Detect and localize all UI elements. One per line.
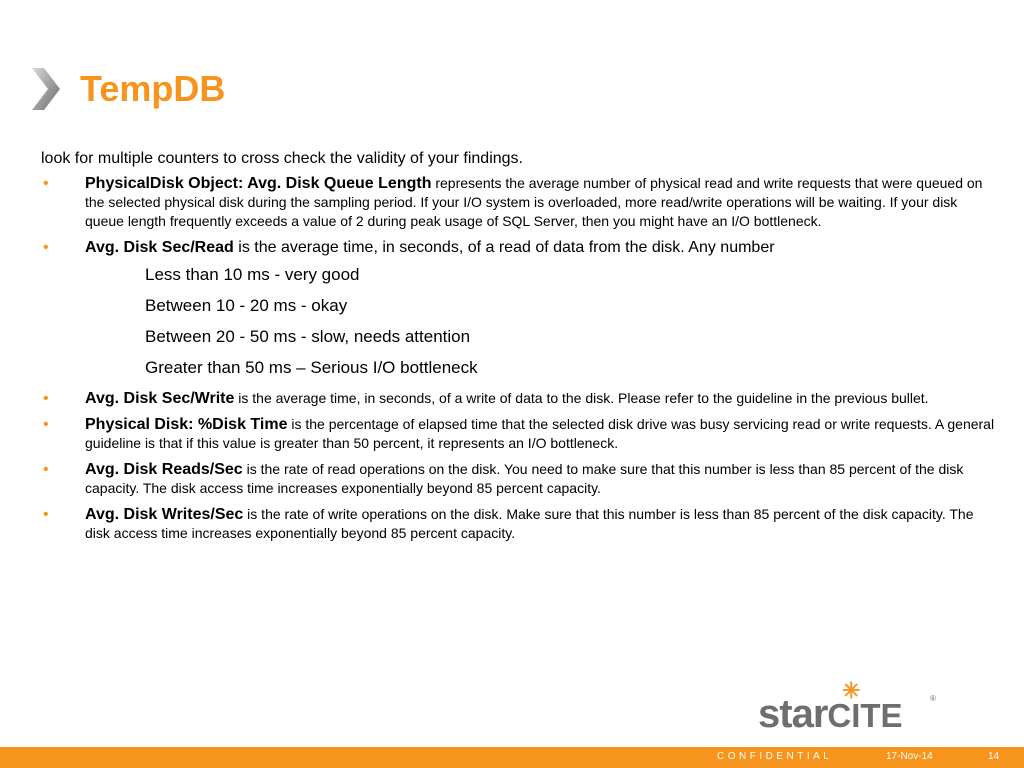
- threshold-item: Less than 10 ms - very good: [145, 265, 360, 284]
- bullet-dot-icon: •: [43, 390, 49, 407]
- bullet-dot-icon: •: [43, 416, 49, 433]
- bullet-text: is the rate of write operations on the disk. Make sure that this number is less than 85 percent of the disk capacity. The disk access time increases exponentially beyond 85 percent capacity.: [85, 506, 974, 541]
- bullet-label: PhysicalDisk Object: Avg. Disk Queue Length: [85, 175, 432, 192]
- bullet-text: is the average time, in seconds, of a write of data to the disk. Please refer to the guideline in the previous bullet.: [234, 390, 929, 406]
- bullet-disk-time: [41, 415, 996, 453]
- threshold-item: Between 10 - 20 ms - okay: [145, 296, 348, 315]
- threshold-item: Greater than 50 ms – Serious I/O bottleneck: [145, 358, 478, 377]
- bullet-label: Avg. Disk Sec/Read: [85, 239, 234, 256]
- bullet-text: represents the average number of physical read and write requests that were queued on the selected physical disk during the sampling period. If your I/O system is overloaded, more read/write operations will be waiting. If your disk queue length frequently exceeds a value of 2 during peak usage of SQL Server, then you might have an I/O bottleneck.: [85, 175, 983, 229]
- read-threshold-list: [41, 259, 996, 383]
- intro-text: look for multiple counters to cross check the validity of your findings.: [41, 150, 523, 167]
- bullet-queue-length: [41, 174, 996, 231]
- bullet-reads-sec: [41, 460, 996, 498]
- bullet-label: Avg. Disk Sec/Write: [85, 390, 235, 407]
- bullet-sec-write: [41, 389, 996, 408]
- slide-title: TempDB: [80, 68, 226, 109]
- bullet-sec-read: [41, 238, 996, 257]
- registered-mark: ®: [930, 694, 936, 703]
- threshold-item: Between 20 - 50 ms - slow, needs attention: [145, 327, 471, 346]
- chevron-right-icon: [30, 66, 62, 112]
- page-number: 14: [988, 751, 1000, 762]
- bullet-text: is the average time, in seconds, of a read of data from the disk. Any number: [233, 239, 775, 256]
- bullet-label: Avg. Disk Writes/Sec: [85, 506, 244, 523]
- bullet-dot-icon: •: [43, 239, 49, 256]
- bullet-label: Physical Disk: %Disk Time: [85, 416, 288, 433]
- logo-main: star: [758, 692, 828, 736]
- bullet-writes-sec: [41, 505, 996, 543]
- starcite-logo: [758, 680, 943, 735]
- bullet-text: is the percentage of elapsed time that the selected disk drive was busy servicing read or write requests. A general guideline is that if this value is greater than 50 percent, it represents an I/O bottleneck.: [85, 416, 995, 451]
- bullet-dot-icon: •: [43, 461, 49, 478]
- footer-bar: [0, 747, 1024, 768]
- confidential-label: CONFIDENTIAL: [717, 751, 833, 762]
- slide-body: [41, 149, 996, 550]
- star-icon: ✳: [842, 678, 861, 703]
- bullet-label: Avg. Disk Reads/Sec: [85, 461, 243, 478]
- bullet-dot-icon: •: [43, 506, 49, 523]
- logo-wordmark: [758, 692, 903, 737]
- bullet-dot-icon: •: [43, 175, 49, 192]
- bullet-text: is the rate of read operations on the disk. You need to make sure that this number is less than 85 percent of the disk capacity. The disk access time increases exponentially beyond 85 percent capacity.: [85, 461, 964, 496]
- logo-sub: CITE: [827, 697, 903, 734]
- footer-date: 17-Nov-14: [886, 751, 933, 762]
